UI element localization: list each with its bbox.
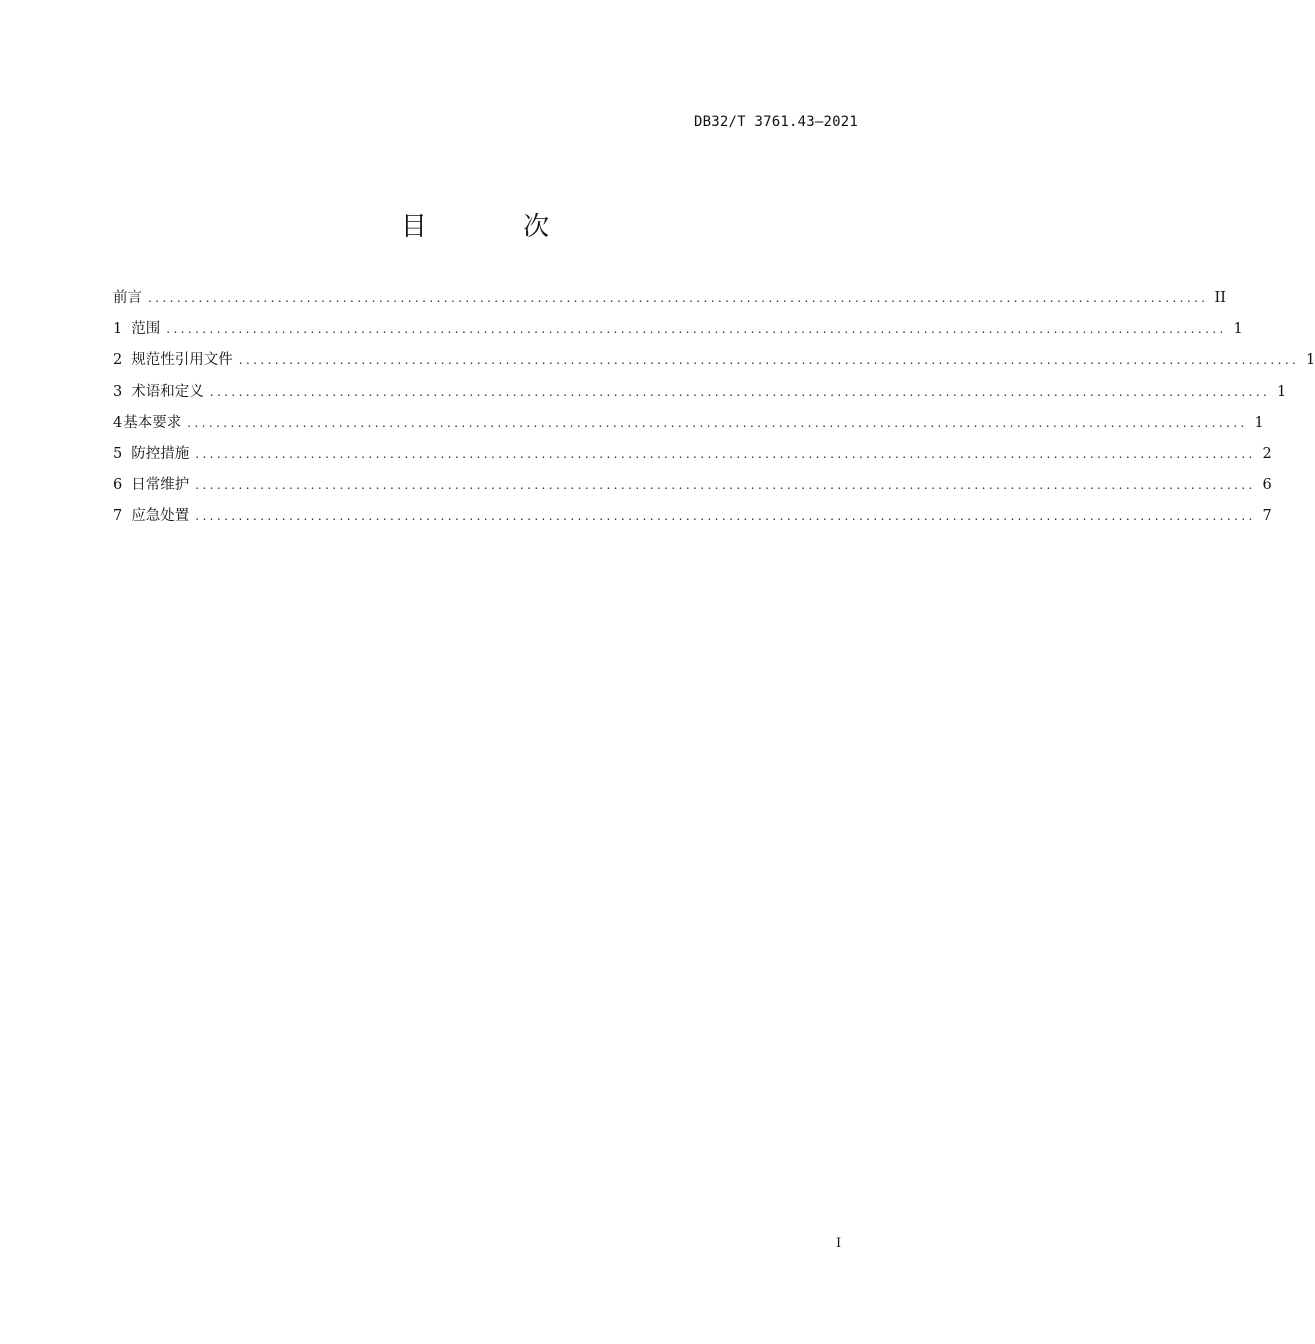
toc-entry-number: 4: [113, 414, 123, 431]
toc-dot-leader: ...................................................................................................................................................: [195, 509, 1256, 524]
toc-entry-page: 1: [1254, 414, 1264, 431]
toc-entry-number: 5: [113, 445, 123, 462]
document-code: DB32/T 3761.43—2021: [694, 114, 858, 130]
toc-dot-leader: ...................................................................................................................................................: [209, 384, 1271, 399]
toc-entry-normative-references[interactable]: [113, 349, 1315, 380]
toc-entry-number: 6: [113, 477, 123, 494]
toc-entry-label: 日常维护: [131, 477, 190, 494]
toc-entry-basic-requirements[interactable]: [113, 412, 1264, 443]
toc-entry-page: 2: [1262, 445, 1272, 462]
toc-entry-page: 6: [1262, 477, 1272, 494]
toc-entry-scope[interactable]: [113, 318, 1243, 349]
toc-entry-page: II: [1214, 290, 1226, 306]
toc-entry-daily-maintenance[interactable]: [113, 474, 1272, 505]
toc-entry-number: 7: [113, 508, 123, 525]
toc-entry-label: 前言: [113, 290, 142, 306]
toc-entry-emergency-response[interactable]: [113, 505, 1272, 536]
toc-dot-leader: ...................................................................................................................................................: [148, 291, 1209, 305]
toc-entry-page: 1: [1233, 321, 1243, 338]
toc-title: 目 次: [400, 212, 594, 242]
toc-entry-number: 1: [113, 321, 123, 338]
page-number: I: [836, 1236, 842, 1251]
toc-entry-terms-definitions[interactable]: [113, 381, 1287, 412]
toc-dot-leader: ...................................................................................................................................................: [195, 446, 1256, 461]
toc-entry-foreword[interactable]: [113, 287, 1226, 318]
toc-dot-leader: ...................................................................................................................................................: [195, 478, 1256, 493]
toc-entry-number: 3: [113, 383, 123, 400]
toc-dot-leader: ...................................................................................................................................................: [187, 415, 1248, 430]
toc-entry-control-measures[interactable]: [113, 443, 1272, 474]
toc-dot-leader: ...................................................................................................................................................: [166, 322, 1227, 337]
toc-entry-page: 1: [1277, 383, 1287, 400]
toc-entry-number: 2: [113, 352, 123, 369]
toc-entry-label: 术语和定义: [131, 383, 204, 400]
toc-entry-page: 1: [1306, 352, 1315, 369]
toc-entry-label: 范围: [131, 321, 161, 338]
toc-entry-label: 应急处置: [131, 508, 190, 525]
toc-entry-label: 基本要求: [123, 414, 182, 431]
toc-entry-page: 7: [1262, 508, 1272, 525]
table-of-contents: [113, 287, 1315, 537]
toc-entry-label: 防控措施: [131, 445, 190, 462]
toc-dot-leader: ...................................................................................................................................................: [238, 353, 1300, 368]
toc-entry-label: 规范性引用文件: [131, 352, 233, 369]
